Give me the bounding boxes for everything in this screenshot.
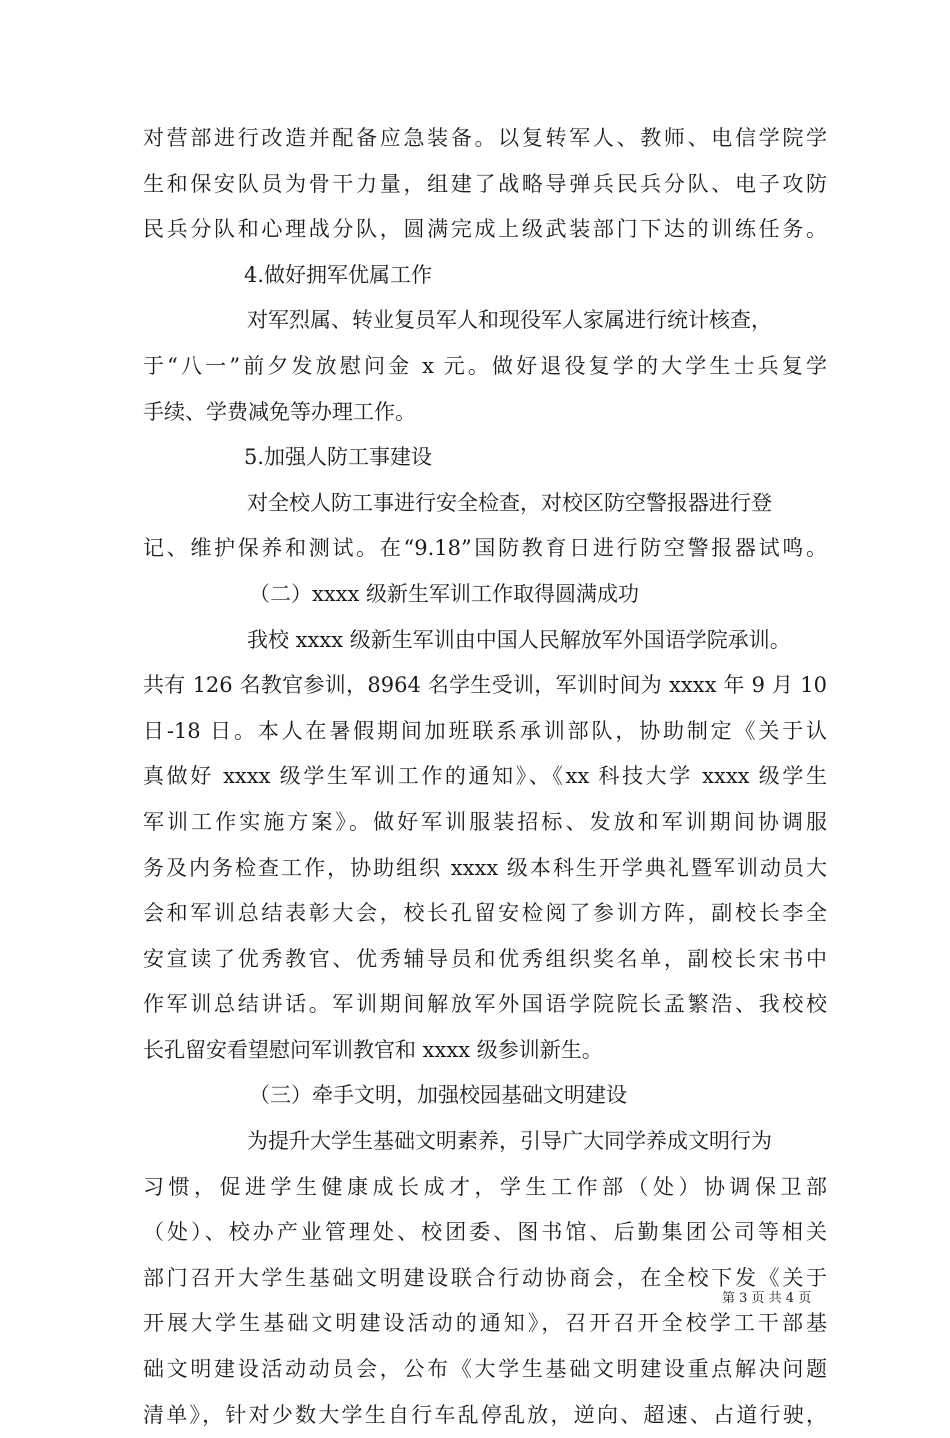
body-text-line: 安宣读了优秀教官、优秀辅导员和优秀组织奖名单，副校长宋书中 [143, 946, 827, 971]
body-text-line: 记、维护保养和测试。在“9.18”国防教育日进行防空警报器试鸣。 [143, 536, 827, 561]
body-text-line: 真做好 xxxx 级学生军训工作的通知》、《xx 科技大学 xxxx 级学生 [143, 764, 827, 789]
body-text-line: 共有 126 名教官参训，8964 名学生受训，军训时间为 xxxx 年 9 月 10 [143, 673, 827, 698]
body-text-line: 务及内务检查工作，协助组织 xxxx 级本科生开学典礼暨军训动员大 [143, 855, 827, 880]
body-text-line: 日-18 日。本人在暑假期间加班联系承训部队，协助制定《关于认 [143, 718, 827, 743]
page-number-footer: 第 3 页 共 4 页 [722, 1291, 812, 1306]
body-text-line: 部门召开大学生基础文明建设联合行动协商会，在全校下发《关于 [143, 1265, 827, 1290]
body-text-line: 作军训总结讲话。军训期间解放军外国语学院院长孟繁浩、我校校 [143, 992, 827, 1017]
body-text-line: 生和保安队员为骨干力量，组建了战略导弹兵民兵分队、电子攻防 [143, 171, 827, 196]
paragraph-first-line: 对军烈属、转业复员军人和现役军人家属进行统计核查， [247, 308, 772, 333]
body-text-line: 手续、学费减免等办理工作。 [143, 399, 416, 424]
body-text-line: 开展大学生基础文明建设活动的通知》，召开召开全校学工干部基 [143, 1311, 827, 1336]
section-heading: 4.做好拥军优属工作 [244, 262, 433, 287]
paragraph-first-line: 我校 xxxx 级新生军训由中国人民解放军外国语学院承训。 [247, 627, 791, 652]
paragraph-first-line: 对全校人防工事进行安全检查，对校区防空警报器进行登 [247, 490, 772, 515]
document-body [143, 116, 827, 1438]
body-text-line: 民兵分队和心理战分队，圆满完成上级武装部门下达的训练任务。 [143, 217, 827, 242]
subsection-heading: （二）xxxx 级新生军训工作取得圆满成功 [249, 581, 640, 606]
body-text-line: 础文明建设活动动员会，公布《大学生基础文明建设重点解决问题 [143, 1357, 827, 1382]
subsection-heading: （三）牵手文明，加强校园基础文明建设 [249, 1083, 627, 1108]
section-heading: 5.加强人防工事建设 [244, 445, 433, 470]
body-text-line: 会和军训总结表彰大会，校长孔留安检阅了参训方阵，副校长李全 [143, 901, 827, 926]
paragraph-first-line: 为提升大学生基础文明素养，引导广大同学养成文明行为 [247, 1129, 772, 1154]
body-text-line: 长孔留安看望慰问军训教官和 xxxx 级参训新生。 [143, 1037, 603, 1062]
body-text-line: 军训工作实施方案》。做好军训服装招标、发放和军训期间协调服 [143, 809, 827, 834]
body-text-line: 习惯，促进学生健康成长成才，学生工作部（处）协调保卫部 [143, 1174, 827, 1199]
body-text-line: （处）、校办产业管理处、校团委、图书馆、后勤集团公司等相关 [143, 1220, 827, 1245]
body-text-line: 于“八一”前夕发放慰问金 x 元。做好退役复学的大学生士兵复学 [143, 353, 827, 378]
body-text-line: 对营部进行改造并配备应急装备。以复转军人、教师、电信学院学 [143, 126, 827, 150]
body-text-line: 清单》，针对少数大学生自行车乱停乱放，逆向、超速、占道行驶， [143, 1402, 827, 1427]
